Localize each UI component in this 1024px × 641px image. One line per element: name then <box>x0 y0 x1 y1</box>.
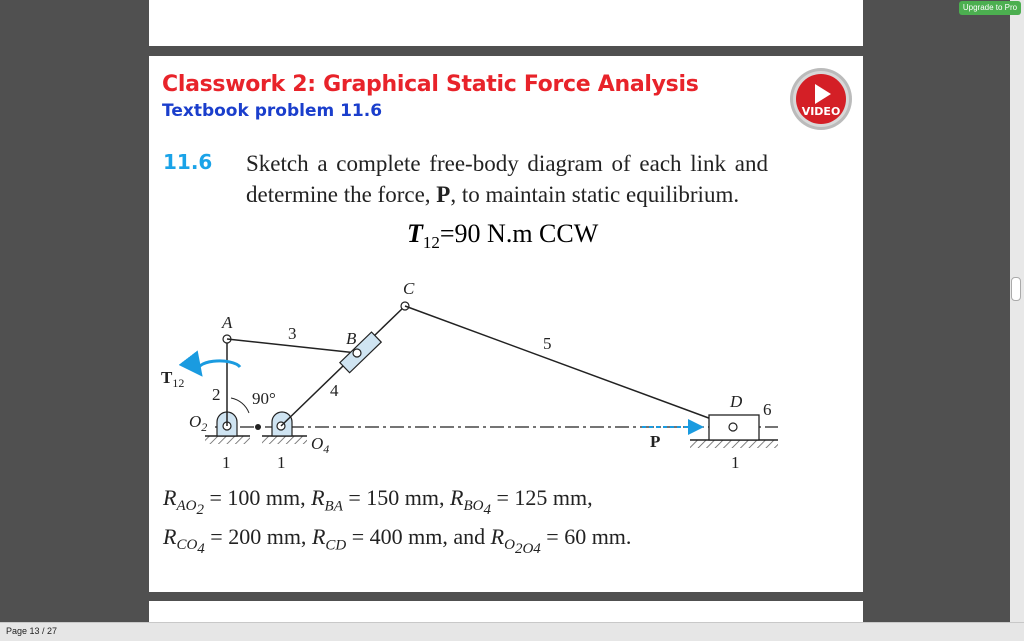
video-label: VIDEO <box>801 105 841 118</box>
scrollbar-thumb[interactable] <box>1011 277 1021 301</box>
slide-subtitle: Textbook problem 11.6 <box>162 101 383 121</box>
label-d: D <box>730 392 743 411</box>
next-page <box>149 601 863 622</box>
label-c: C <box>403 279 415 298</box>
problem-statement: Sketch a complete free-body diagram of each link and determine the force, P, to maintain static equilibrium. <box>246 151 768 207</box>
ground-hatch-d <box>690 440 778 448</box>
torque-value: $T_{12}=90$ N.m CCW <box>407 219 599 253</box>
label-o2: $O_2$ <box>189 412 208 434</box>
label-link-3: 3 <box>288 324 297 343</box>
vertical-scrollbar[interactable] <box>1010 0 1024 622</box>
slide-title: Classwork 2: Graphical Static Force Analysis <box>162 72 699 97</box>
label-p: P <box>650 432 661 451</box>
label-ground-1a: 1 <box>222 453 231 472</box>
label-b: B <box>346 329 357 348</box>
label-link-5: 5 <box>543 334 552 353</box>
dimensions-line-1: $R_{AO_2} = 100$ mm, $R_{BA} = 150$ mm, $R_{BO_4} = 125$ mm, <box>163 485 593 519</box>
ground-hatch-o2 <box>205 436 250 444</box>
link-5 <box>405 306 733 427</box>
label-link-4: 4 <box>330 381 339 400</box>
dimensions-line-2: $R_{CO_4} = 200$ mm, $R_{CD} = 400$ mm, and $R_{O_{2O4}} = 60$ mm. <box>163 524 632 558</box>
label-link-2: 2 <box>212 385 221 404</box>
problem-number: 11.6 <box>163 150 213 174</box>
page-indicator: Page 13 / 27 <box>6 626 58 636</box>
label-angle: 90° <box>252 389 276 408</box>
previous-page <box>149 0 863 46</box>
label-t12: $T_{12}$ <box>161 368 185 390</box>
label-ground-1b: 1 <box>277 453 286 472</box>
label-o4: $O_4$ <box>311 434 330 456</box>
label-a: A <box>222 313 233 332</box>
upgrade-button[interactable]: Upgrade to Pro <box>959 1 1021 15</box>
label-link-6: 6 <box>763 400 772 419</box>
ground-hatch-o4 <box>262 436 307 444</box>
video-play-button[interactable] <box>789 67 853 131</box>
status-bar <box>0 622 1024 641</box>
label-ground-1c: 1 <box>731 453 740 472</box>
torque-arrow <box>198 361 240 372</box>
mechanism-diagram <box>149 270 863 480</box>
